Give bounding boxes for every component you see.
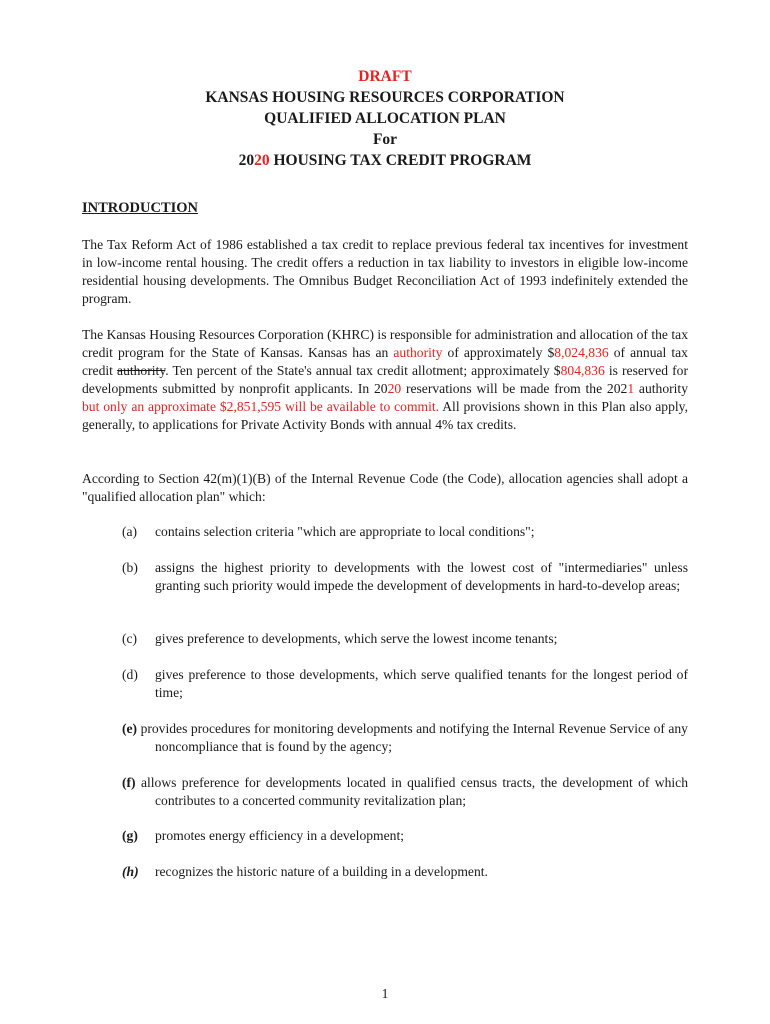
list-item-label: (e) (122, 721, 138, 736)
p2-text: The Kansas Housing Resources Corporation (KHRC) is responsible for administration and allocation of the tax credit program for the State of Kansas. Kansas has an (82, 327, 688, 360)
list-item-label: (g) (122, 828, 138, 843)
authority-inserted: authority (393, 345, 443, 360)
list-item (122, 863, 688, 881)
list-item-text: assigns the highest priority to developments with the lowest cost of "intermediaries" unless granting such priority would impede the development of developments in hard-to-develop areas; (155, 560, 688, 593)
authority-year-suffix: 1 (627, 381, 635, 396)
org-title: KANSAS HOUSING RESOURCES CORPORATION (205, 89, 565, 106)
list-item-text: contains selection criteria "which are appropriate to local conditions"; (155, 524, 535, 539)
list-item-label: (a) (122, 524, 138, 539)
list-item-label: (b) (122, 560, 138, 575)
p2-text: is reserved for developments submitted by nonprofit applicants. In 20 (82, 363, 688, 396)
plan-title: QUALIFIED ALLOCATION PLAN (264, 110, 506, 127)
p2-text: . Ten percent of the State's annual tax credit allotment; approximately $ (165, 363, 561, 378)
list-item (122, 559, 688, 595)
list-item-label: (c) (122, 631, 138, 646)
year-prefix: 20 (238, 152, 255, 169)
for-line: For (372, 131, 398, 148)
list-item-text: gives preference to those developments, which serve qualified tenants for the longest period of time; (155, 667, 688, 700)
year-suffix: 20 (254, 152, 270, 169)
authority-struck: authority (117, 363, 166, 378)
p2-text: authority (634, 381, 688, 396)
section-heading: INTRODUCTION (82, 200, 199, 216)
p2-text: reservations will be made from the 202 (401, 381, 628, 396)
program-title (0, 150, 770, 171)
intro-paragraph-2 (82, 326, 688, 434)
list-item-label: (h) (122, 864, 139, 879)
p2-text: of annual tax credit (82, 345, 688, 378)
draft-label: DRAFT (358, 68, 412, 85)
list-item (122, 666, 688, 702)
reservation-year-suffix: 20 (387, 381, 402, 396)
list-item-text: gives preference to developments, which serve the lowest income tenants; (155, 631, 558, 646)
annual-credit-amount: 8,024,836 (554, 345, 609, 360)
list-item-label: (d) (122, 667, 138, 682)
list-item-label: (f) (122, 775, 136, 790)
list-item-text: provides procedures for monitoring developments and notifying the Internal Revenue Service of any noncompliance that is found by the agency; (140, 721, 688, 754)
list-item (122, 827, 688, 845)
list-item (122, 720, 688, 756)
list-item (122, 774, 688, 810)
list-item (122, 630, 688, 648)
list-item-text: promotes energy efficiency in a development; (155, 828, 405, 843)
list-item (122, 523, 688, 541)
p2-text: of approximately $ (442, 345, 555, 360)
list-item-text: recognizes the historic nature of a building in a development. (155, 864, 488, 879)
program-name: HOUSING TAX CREDIT PROGRAM (269, 152, 532, 169)
intro-paragraph-3: According to Section 42(m)(1)(B) of the Internal Revenue Code (the Code), allocation agencies shall adopt a "qualified allocation plan" which: (82, 471, 688, 504)
p2-text: All provisions shown in this Plan also apply, generally, to applications for Private Activity Bonds with annual 4% tax credits. (82, 399, 688, 432)
intro-paragraph-1: The Tax Reform Act of 1986 established a tax credit to replace previous federal tax incentives for investment in low-income rental housing. The credit offers a reduction in tax liability to investors in eligible low-income residential housing developments. The Omnibus Budget Reconciliation Act of 1993 indefinitely extended the program. (82, 237, 688, 306)
page-number: 1 (381, 986, 389, 1001)
list-item-text: allows preference for developments located in qualified census tracts, the development of which contributes to a concerted community revitalization plan; (140, 775, 688, 808)
nonprofit-amount: 804,836 (560, 363, 605, 378)
available-commit-note: but only an approximate $2,851,595 will be available to commit. (82, 399, 440, 414)
